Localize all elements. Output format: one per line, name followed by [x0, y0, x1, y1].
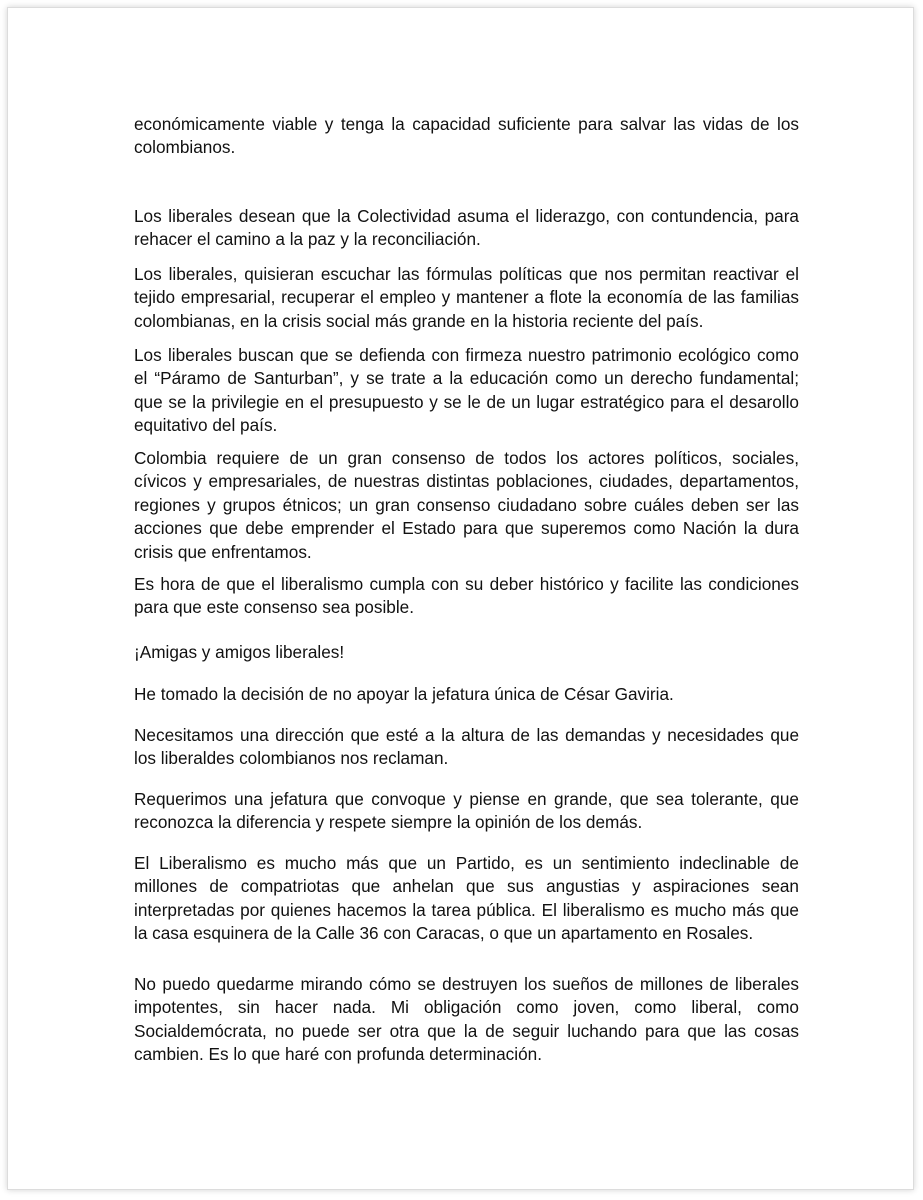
- paragraph-2: Los liberales desean que la Colectividad asuma el liderazgo, con contundencia, para rehacer el camino a la paz y la reconciliación.: [134, 206, 799, 250]
- paragraph-10: Requerimos una jefatura que convoque y piense en grande, que sea tolerante, que reconozca la diferencia y respete siempre la opinión de los demás.: [134, 789, 799, 833]
- document-page: [7, 7, 914, 1190]
- paragraph-12: No puedo quedarme mirando cómo se destruyen los sueños de millones de liberales impotentes, sin hacer nada. Mi obligación como joven, como liberal, como Socialdemócrata, no puede ser otra que la de seguir luchando para que las cosas cambien. Es lo que haré con profunda determinación.: [134, 974, 799, 1065]
- paragraph-7: ¡Amigas y amigos liberales!: [134, 642, 345, 662]
- paragraph-11: El Liberalismo es mucho más que un Partido, es un sentimiento indeclinable de millones de compatriotas que anhelan que sus angustias y aspiraciones sean interpretadas por quienes hacemos la tarea pública. El liberalismo es mucho más que la casa esquinera de la Calle 36 con Caracas, o que un apartamento en Rosales.: [134, 853, 799, 944]
- paragraph-6: Es hora de que el liberalismo cumpla con su deber histórico y facilite las condiciones para que este consenso sea posible.: [134, 574, 799, 618]
- paragraph-5: Colombia requiere de un gran consenso de todos los actores políticos, sociales, cívicos y empresariales, de nuestras distintas poblaciones, ciudades, departamentos, regiones y grupos étnicos; un gran consenso ciudadano sobre cuáles deben ser las acciones que debe emprender el Estado para que superemos como Nación la dura crisis que enfrentamos.: [134, 448, 799, 562]
- paragraph-1: económicamente viable y tenga la capacidad suficiente para salvar las vidas de los colombianos.: [134, 114, 799, 158]
- paragraph-4: Los liberales buscan que se defienda con firmeza nuestro patrimonio ecológico como el “Páramo de Santurban”, y se trate a la educación como un derecho fundamental; que se la privilegie en el presupuesto y se le de un lugar estratégico para el desarollo equitativo del país.: [134, 345, 799, 436]
- paragraph-3: Los liberales, quisieran escuchar las fórmulas políticas que nos permitan reactivar el tejido empresarial, recuperar el empleo y mantener a flote la economía de las familias colombianas, en la crisis social más grande en la historia reciente del país.: [134, 264, 799, 331]
- paragraph-9: Necesitamos una dirección que esté a la altura de las demandas y necesidades que los liberaldes colombianos nos reclaman.: [134, 725, 799, 769]
- paragraph-8: He tomado la decisión de no apoyar la jefatura única de César Gaviria.: [134, 684, 674, 704]
